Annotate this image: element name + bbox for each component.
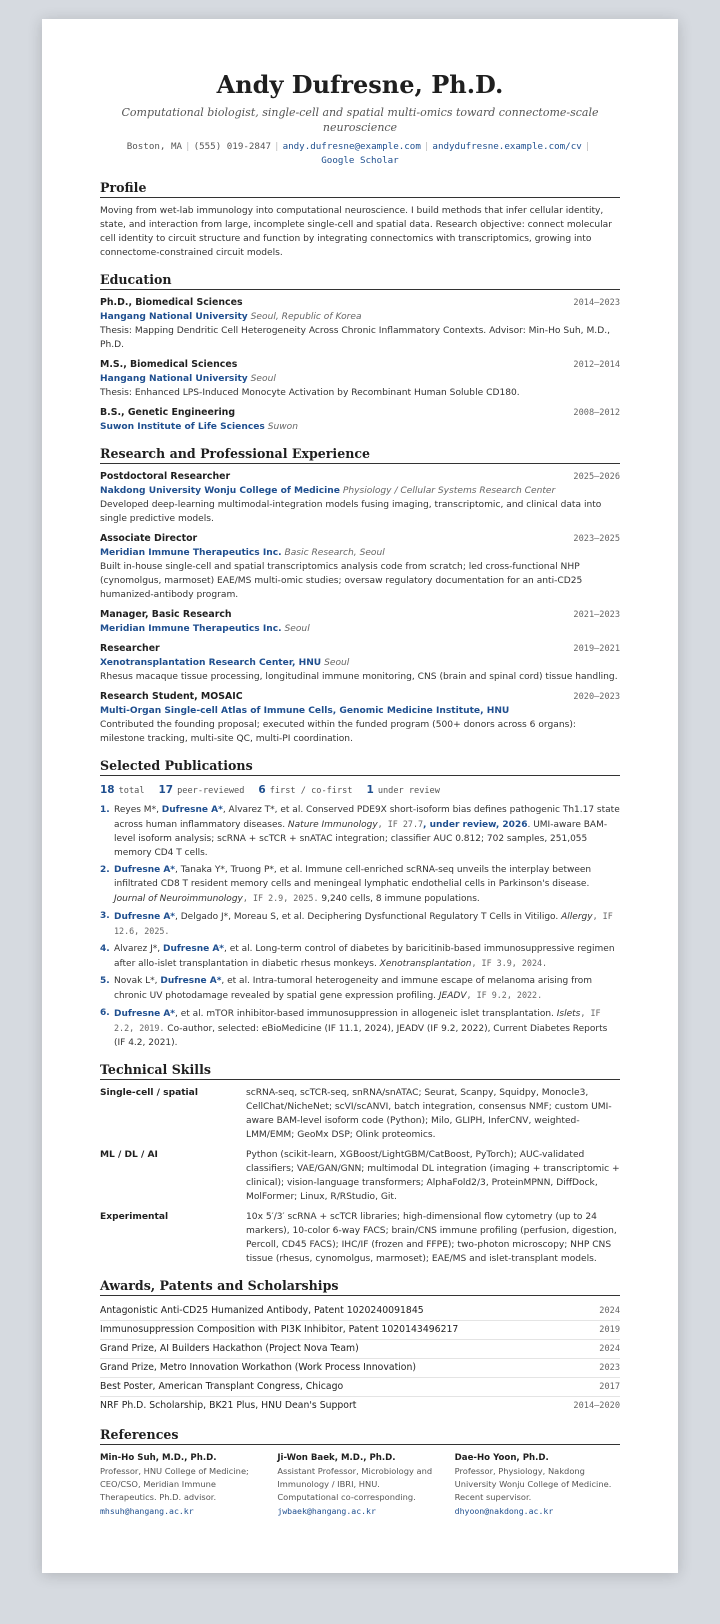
skill-items: 10x 5′/3′ scRNA + scTCR libraries; high-dimensional flow cytometry (up to 24 markers), 10-color 6-way FACS; brain/CNS immune profiling (perfusion, digestion, Percoll, CD45 FACS); IHC/IF (frozen and FFPE); two-photon microscopy; NHP CNS tissue (rhesus, cynomolgus, marmoset); EAE/MS and islet-transplant models.: [246, 1212, 617, 1264]
organization-name: Nakdong University Wonju College of Medicine: [100, 486, 340, 496]
citation-authors-before: Alvarez J*,: [114, 944, 163, 954]
award-row: [100, 1321, 620, 1340]
publication-number: 3.: [100, 911, 110, 921]
citation-body: , Tanaka Y*, Truong P*, et al. Immune cell-enriched scRNA-seq unveils the interplay between infiltrated CD8 T resident memory cells and meningeal lymphatic endothelial cells in Parkinson's disease.: [114, 865, 592, 889]
citation-journal: Nature Immunology: [287, 820, 378, 830]
education-entry: [100, 296, 620, 352]
degree-title: B.S., Genetic Engineering: [100, 407, 236, 418]
publication-number: 5.: [100, 976, 110, 986]
publication-item: [100, 974, 620, 1003]
citation-note: Co-author, selected: eBioMedicine (IF 11.1, 2024), JEADV (IF 9.2, 2022), Current Diabetes Reports (IF 4.2, 2021).: [114, 1024, 608, 1048]
publication-citation: [114, 974, 620, 1003]
entry-header: [100, 608, 620, 622]
entry-header: [100, 642, 620, 656]
role-title: Associate Director: [100, 533, 198, 544]
section-title-skills: Technical Skills: [100, 1062, 620, 1080]
citation-self-author: Dufresne A*: [114, 1009, 176, 1019]
citation-self-author: Dufresne A*: [114, 912, 176, 922]
entry-dates: 2014–2023: [573, 298, 620, 308]
organization-location: Basic Research, Seoul: [284, 548, 385, 558]
skill-row: [100, 1210, 620, 1266]
entry-header: [100, 690, 620, 704]
reference-card: [100, 1451, 265, 1519]
organization-name: Multi-Organ Single-cell Atlas of Immune Cells, Genomic Medicine Institute, HNU: [100, 706, 510, 716]
institution-name: Suwon Institute of Life Sciences: [100, 422, 265, 432]
entry-organization: [100, 656, 620, 670]
citation-body: , et al. Intra-tumoral heterogeneity and immune escape of melanoma arising from chronic UV photodamage revealed by spatial gene expression profiling.: [114, 976, 593, 1001]
reference-name: Min-Ho Suh, M.D., Ph.D.: [100, 1453, 217, 1463]
organization-name: Meridian Immune Therapeutics Inc.: [100, 624, 282, 634]
institution-name: Hangang National University: [100, 374, 248, 384]
citation-journal: JEADV: [438, 991, 467, 1001]
entry-description: Thesis: Enhanced LPS-Induced Monocyte Activation by Recombinant Human Soluble CD180.: [100, 388, 520, 398]
institution-location: Seoul, Republic of Korea: [250, 312, 362, 322]
citation-impact-factor: , IF 2.2, 2019.: [114, 1008, 601, 1033]
award-row: [100, 1397, 620, 1415]
entry-description: Thesis: Mapping Dendritic Cell Heterogeneity Across Chronic Inflammatory Contexts. Advisor: Min-Ho Suh, M.D., Ph.D.: [100, 326, 610, 350]
citation-self-author: Dufresne A*: [163, 944, 225, 954]
entry-organization: [100, 704, 620, 718]
citation-journal: Islets: [556, 1009, 581, 1019]
skill-items: scRNA-seq, scTCR-seq, snRNA/snATAC; Seurat, Scanpy, Squidpy, Monocle3, CellChat/NicheNet; scVI/scANVI, batch integration, consensus NMF; custom UMI-aware BAM-level isoform code (Python); Milo, GLIPH, InferCNV, weighted-LMM/EMM; GeoMx DSP; Olink proteomics.: [246, 1088, 612, 1140]
role-title: Postdoctoral Researcher: [100, 471, 231, 482]
entry-organization: [100, 484, 620, 498]
citation-impact-factor: , IF 9.2, 2022.: [466, 990, 543, 1000]
citation-journal: Allergy: [561, 912, 593, 922]
reference-card: [277, 1451, 442, 1519]
role-title: Manager, Basic Research: [100, 609, 232, 620]
entry-description: Developed deep-learning multimodal-integration models fusing imaging, transcriptomic, and clinical data into single predictive models.: [100, 500, 602, 524]
reference-description: Professor, HNU College of Medicine; CEO/CSO, Meridian Immune Therapeutics. Ph.D. advisor.: [100, 1466, 249, 1502]
publication-citation: [114, 863, 620, 906]
publication-item: [100, 942, 620, 971]
stat-count: 6: [258, 784, 266, 796]
award-row: [100, 1359, 620, 1378]
stat-label: under review: [377, 786, 440, 796]
institution-name: Hangang National University: [100, 312, 248, 322]
role-title: Research Student, MOSAIC: [100, 691, 243, 702]
organization-name: Meridian Immune Therapeutics Inc.: [100, 548, 282, 558]
section-title-profile: Profile: [100, 180, 620, 198]
publication-stats: [100, 782, 620, 799]
institution-location: Suwon: [267, 422, 299, 432]
entry-header: [100, 532, 620, 546]
publication-item: [100, 909, 620, 939]
entry-dates: 2025–2026: [573, 472, 620, 482]
award-year: 2023: [599, 1363, 620, 1373]
publication-citation: [114, 1006, 620, 1050]
award-text: Antagonistic Anti-CD25 Humanized Antibody, Patent 1020240091845: [100, 1305, 424, 1316]
award-row: [100, 1302, 620, 1321]
entry-organization: [100, 310, 620, 324]
entry-organization: [100, 546, 620, 560]
skill-row: [100, 1148, 620, 1204]
resume-page: [42, 19, 678, 1573]
award-row: [100, 1378, 620, 1397]
references-list: [100, 1451, 620, 1519]
award-year: 2019: [599, 1325, 620, 1335]
entry-dates: 2012–2014: [573, 360, 620, 370]
skill-category: ML / DL / AI: [100, 1150, 158, 1160]
entry-description: Rhesus macaque tissue processing, longitudinal immune monitoring, CNS (brain and spinal cord) tissue handling.: [100, 672, 618, 682]
award-text: Grand Prize, Metro Innovation Workathon (Work Process Innovation): [100, 1362, 416, 1373]
organization-location: Seoul: [284, 624, 310, 634]
citation-journal: Xenotransplantation: [379, 959, 472, 969]
publication-number: 6.: [100, 1008, 110, 1018]
stat-count: 17: [158, 784, 174, 796]
citation-self-author: Dufresne A*: [161, 805, 223, 815]
citation-body: , Delgado J*, Moreau S, et al. Deciphering Dysfunctional Regulatory T Cells in Vitiligo.: [175, 912, 562, 922]
candidate-name: Andy Dufresne, Ph.D.: [216, 70, 504, 99]
entry-header: [100, 358, 620, 372]
award-year: 2024: [599, 1344, 620, 1354]
entry-description: Built in-house single-cell and spatial transcriptomics analysis code from scratch; led cross-functional NHP (cynomolgus, marmoset) EAE/MS multi-omic studies; oversaw regulatory documentation for an anti-CD25 humanized-antibody program.: [100, 562, 583, 600]
award-year: 2024: [599, 1306, 620, 1316]
citation-journal: Journal of Neuroimmunology: [114, 894, 243, 904]
skill-category: Single-cell / spatial: [100, 1088, 198, 1098]
publication-item: [100, 803, 620, 860]
reference-email-link[interactable]: mhsuh@hangang.ac.kr: [100, 1506, 194, 1516]
stat-label: first / co-first: [269, 786, 353, 796]
profile-text: Moving from wet-lab immunology into computational neuroscience. I build methods that infer cellular identity, state, and interaction from large, incomplete single-cell and spatial data. Research objective: connect molecular cell identity to circuit structure and function by integrating connectomics with transcriptomics, growing into connectome-constrained circuit models.: [100, 206, 612, 258]
contact-location: Boston, MA: [126, 141, 183, 152]
entry-header: [100, 406, 620, 420]
organization-location: Physiology / Cellular Systems Research Center: [342, 486, 556, 496]
publication-item: [100, 863, 620, 906]
degree-title: M.S., Biomedical Sciences: [100, 359, 238, 370]
section-title-experience: Research and Professional Experience: [100, 446, 620, 464]
experience-entry: [100, 690, 620, 746]
entry-dates: 2023–2025: [573, 534, 620, 544]
skill-items: Python (scikit-learn, XGBoost/LightGBM/CatBoost, PyTorch); AUC-validated classifiers; VAE/GAN/GNN; multimodal DL integration (imaging + transcriptomic + clinical); vision-language transformers; AlphaFold2/3, ProteinMPNN, DiffDock, MolFormer; Linux, R/RStudio, Git.: [246, 1150, 620, 1202]
section-title-references: References: [100, 1427, 620, 1445]
entry-organization: [100, 372, 620, 386]
citation-body: , Alvarez T*, et al. Conserved PDE9X short-isoform bias defines pathogenic Th1.17 state across human inflammatory diseases.: [114, 805, 620, 830]
section-title-awards: Awards, Patents and Scholarships: [100, 1278, 620, 1296]
entry-dates: 2020–2023: [573, 692, 620, 702]
citation-note: . UMI-aware BAM-level isoform analysis; scRNA + scTCR + snATAC integration; classifier AUC 0.812; 702 samples, 251,055 memory CD4 T cells.: [114, 820, 608, 858]
entry-header: [100, 470, 620, 484]
reference-name: Dae-Ho Yoon, Ph.D.: [454, 1453, 549, 1463]
citation-impact-factor: , IF 27.7: [377, 819, 424, 829]
award-year: 2017: [599, 1382, 620, 1392]
award-year: 2014–2020: [573, 1401, 620, 1411]
skills-list: [100, 1086, 620, 1266]
award-row: [100, 1340, 620, 1359]
publication-number: 4.: [100, 944, 110, 954]
tagline: Computational biologist, single-cell and spatial multi-omics toward connectome-scale neuroscience: [121, 106, 599, 134]
citation-body: , et al. mTOR inhibitor-based immunosuppression in allogeneic islet transplantation.: [175, 1009, 557, 1019]
entry-description: Contributed the founding proposal; executed within the funded program (500+ donors across 6 organs): milestone tracking, multi-site QC, multi-PI coordination.: [100, 720, 576, 744]
citation-impact-factor: , IF 2.9, 2025.: [242, 893, 319, 903]
organization-location: Seoul: [324, 658, 350, 668]
publication-list: [100, 803, 620, 1050]
publication-citation: [114, 803, 620, 860]
entry-header: [100, 296, 620, 310]
experience-entry: [100, 608, 620, 636]
citation-self-author: Dufresne A*: [114, 865, 176, 875]
contact-website-link[interactable]: andydufresne.example.com/cv: [432, 141, 582, 152]
reference-name: Ji-Won Baek, M.D., Ph.D.: [277, 1453, 396, 1463]
reference-card: [455, 1451, 620, 1519]
reference-description: Professor, Physiology, Nakdong University Wonju College of Medicine. Recent supervisor.: [454, 1466, 612, 1502]
experience-entry: [100, 470, 620, 526]
experience-list: [100, 470, 620, 746]
education-entry: [100, 406, 620, 434]
entry-dates: 2021–2023: [573, 610, 620, 620]
entry-dates: 2008–2012: [573, 408, 620, 418]
section-title-publications: Selected Publications: [100, 758, 620, 776]
entry-organization: [100, 420, 620, 434]
award-text: Immunosuppression Composition with PI3K Inhibitor, Patent 1020143496217: [100, 1324, 459, 1335]
publication-citation: [114, 942, 620, 971]
contact-email-link[interactable]: andy.dufresne@example.com: [282, 141, 421, 152]
citation-self-author: Dufresne A*: [160, 976, 222, 986]
reference-description: Assistant Professor, Microbiology and Immunology / IBRI, HNU. Computational co-corresponding.: [277, 1466, 433, 1502]
education-list: [100, 296, 620, 434]
contact-phone: (555) 019-2847: [193, 141, 272, 152]
publication-citation: [114, 909, 620, 939]
citation-authors-before: Novak L*,: [114, 976, 161, 986]
skill-row: [100, 1086, 620, 1142]
reference-email-link[interactable]: jwbaek@hangang.ac.kr: [277, 1506, 376, 1516]
institution-location: Seoul: [250, 374, 276, 384]
experience-entry: [100, 642, 620, 684]
awards-list: [100, 1302, 620, 1415]
publication-number: 2.: [100, 865, 110, 875]
google-scholar-link[interactable]: Google Scholar: [321, 155, 399, 166]
reference-email-link[interactable]: dhyoon@nakdong.ac.kr: [454, 1506, 554, 1516]
citation-impact-factor: , IF 3.9, 2024.: [471, 958, 548, 968]
citation-body: , et al. Long-term control of diabetes by baricitinib-based immunosuppressive regimen after allo-islet transplantation in diabetic rhesus monkeys.: [114, 944, 615, 969]
organization-name: Xenotransplantation Research Center, HNU: [100, 658, 322, 668]
award-text: Grand Prize, AI Builders Hackathon (Project Nova Team): [100, 1343, 359, 1354]
education-entry: [100, 358, 620, 400]
section-title-education: Education: [100, 272, 620, 290]
stat-count: 18: [100, 784, 115, 796]
entry-dates: 2019–2021: [573, 644, 620, 654]
contact-line: Boston, MA | (555) 019-2847 | andy.dufresne@example.com | andydufresne.example.com/cv | Google Scholar: [126, 141, 591, 166]
citation-review-status: , under review, 2026: [423, 820, 528, 830]
citation-impact-factor: , IF 12.6, 2025.: [114, 911, 613, 936]
experience-entry: [100, 532, 620, 602]
award-text: Best Poster, American Transplant Congress, Chicago: [100, 1381, 344, 1392]
publication-item: [100, 1006, 620, 1050]
stat-label: peer-reviewed: [177, 786, 245, 796]
stat-count: 1: [366, 784, 374, 796]
stat-label: total: [118, 786, 145, 796]
award-text: NRF Ph.D. Scholarship, BK21 Plus, HNU Dean's Support: [100, 1400, 357, 1411]
citation-note: 9,240 cells, 8 immune populations.: [318, 894, 480, 904]
role-title: Researcher: [100, 643, 160, 654]
publication-number: 1.: [100, 805, 110, 815]
degree-title: Ph.D., Biomedical Sciences: [100, 297, 243, 308]
skill-category: Experimental: [100, 1212, 169, 1222]
citation-authors-before: Reyes M*,: [114, 805, 162, 815]
entry-organization: [100, 622, 620, 636]
